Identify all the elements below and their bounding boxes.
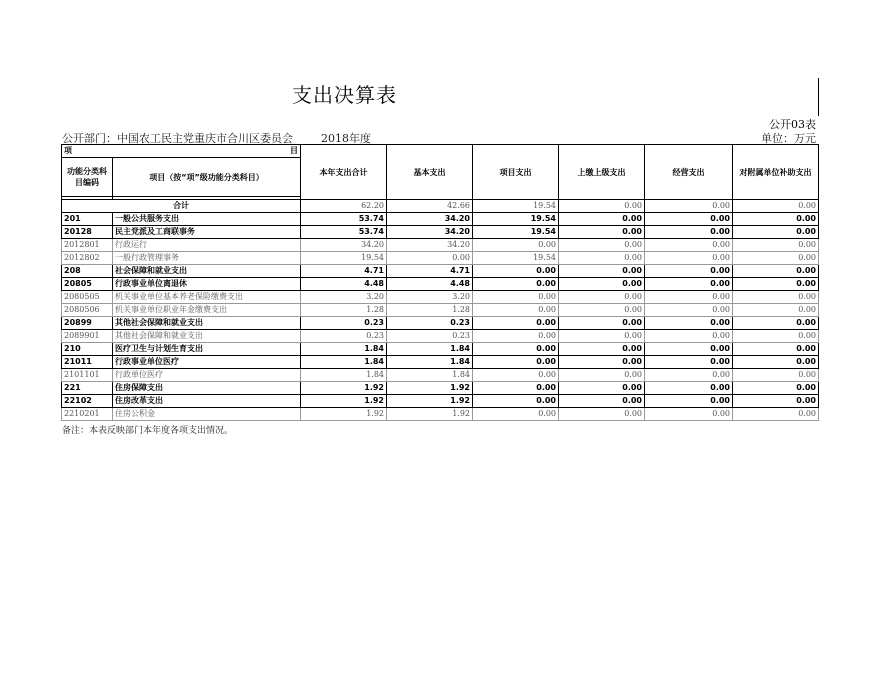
table-row <box>62 291 819 304</box>
row-value: 0.00 <box>645 226 733 239</box>
table-row <box>62 252 819 265</box>
header-col-basic: 基本支出 <box>387 145 473 200</box>
table-row <box>62 369 819 382</box>
row-name: 行政运行 <box>113 239 301 252</box>
table-row <box>62 213 819 226</box>
row-value: 0.00 <box>733 252 819 265</box>
row-value: 1.92 <box>301 382 387 395</box>
table-row <box>62 343 819 356</box>
header-col-total: 本年支出合计 <box>301 145 387 200</box>
row-name: 行政事业单位医疗 <box>113 356 301 369</box>
row-value: 4.71 <box>387 265 473 278</box>
row-value: 1.92 <box>301 395 387 408</box>
row-name: 一般公共服务支出 <box>113 213 301 226</box>
row-value: 0.00 <box>473 408 559 421</box>
row-value: 0.00 <box>473 356 559 369</box>
row-name: 一般行政管理事务 <box>113 252 301 265</box>
header-col-subsidy: 对附属单位补助支出 <box>733 145 819 200</box>
row-value: 34.20 <box>387 213 473 226</box>
table-row <box>62 330 819 343</box>
expenditure-table <box>61 144 819 421</box>
row-value: 0.00 <box>733 265 819 278</box>
table-row <box>62 317 819 330</box>
row-value: 0.00 <box>645 239 733 252</box>
row-value: 0.00 <box>733 382 819 395</box>
row-value: 0.23 <box>387 330 473 343</box>
row-value: 1.84 <box>301 356 387 369</box>
row-name: 机关事业单位基本养老保险缴费支出 <box>113 291 301 304</box>
page-edge-line <box>818 78 819 116</box>
report-info-line <box>62 130 818 144</box>
row-value: 0.00 <box>733 356 819 369</box>
row-value: 0.00 <box>559 239 645 252</box>
row-value: 0.00 <box>473 278 559 291</box>
row-code: 2080505 <box>62 291 113 304</box>
row-name: 其他社会保障和就业支出 <box>113 330 301 343</box>
row-value: 0.00 <box>645 369 733 382</box>
row-code: 20805 <box>62 278 113 291</box>
row-value: 0.00 <box>473 239 559 252</box>
row-code: 21011 <box>62 356 113 369</box>
row-value: 0.00 <box>559 369 645 382</box>
row-value: 19.54 <box>473 226 559 239</box>
row-code: 2012801 <box>62 239 113 252</box>
row-value: 4.71 <box>301 265 387 278</box>
header-col-operating: 经营支出 <box>645 145 733 200</box>
row-value: 0.00 <box>473 265 559 278</box>
row-value: 3.20 <box>387 291 473 304</box>
page-title: 支出决算表 <box>292 83 397 107</box>
row-value: 0.00 <box>733 343 819 356</box>
row-value: 0.00 <box>645 395 733 408</box>
row-name: 民主党派及工商联事务 <box>113 226 301 239</box>
form-number: 公开03表 <box>769 118 816 131</box>
total-cell: 0.00 <box>559 200 645 213</box>
row-value: 0.00 <box>473 304 559 317</box>
row-value: 0.00 <box>733 395 819 408</box>
row-value: 0.00 <box>559 408 645 421</box>
row-code: 2089901 <box>62 330 113 343</box>
row-value: 0.00 <box>645 291 733 304</box>
row-value: 0.23 <box>387 317 473 330</box>
row-value: 0.00 <box>733 330 819 343</box>
row-code: 2080506 <box>62 304 113 317</box>
row-code: 2210201 <box>62 408 113 421</box>
table-row <box>62 239 819 252</box>
row-value: 0.00 <box>733 278 819 291</box>
row-value: 0.00 <box>473 382 559 395</box>
row-value: 0.00 <box>645 343 733 356</box>
row-value: 0.00 <box>645 213 733 226</box>
header-row-item <box>62 145 819 158</box>
total-cell: 62.20 <box>301 200 387 213</box>
row-name: 住房公积金 <box>113 408 301 421</box>
row-value: 0.00 <box>559 252 645 265</box>
row-value: 0.00 <box>473 343 559 356</box>
header-item-cell <box>62 145 301 158</box>
row-value: 0.00 <box>473 291 559 304</box>
row-value: 1.92 <box>301 408 387 421</box>
table-row <box>62 382 819 395</box>
row-name: 住房保障支出 <box>113 382 301 395</box>
row-value: 0.00 <box>473 330 559 343</box>
table-row <box>62 226 819 239</box>
row-value: 1.84 <box>301 369 387 382</box>
total-cell: 19.54 <box>473 200 559 213</box>
row-value: 0.00 <box>559 226 645 239</box>
table-row <box>62 395 819 408</box>
row-value: 0.00 <box>733 291 819 304</box>
total-cell: 0.00 <box>645 200 733 213</box>
row-value: 0.00 <box>645 252 733 265</box>
row-name: 机关事业单位职业年金缴费支出 <box>113 304 301 317</box>
row-value: 1.84 <box>387 343 473 356</box>
row-value: 0.00 <box>645 356 733 369</box>
row-value: 53.74 <box>301 226 387 239</box>
table-row <box>62 265 819 278</box>
row-value: 0.00 <box>645 265 733 278</box>
row-code: 210 <box>62 343 113 356</box>
row-value: 0.00 <box>473 317 559 330</box>
row-code: 20128 <box>62 226 113 239</box>
row-value: 0.00 <box>559 330 645 343</box>
row-name: 住房改革支出 <box>113 395 301 408</box>
row-value: 0.00 <box>733 213 819 226</box>
row-value: 0.00 <box>645 317 733 330</box>
header-item-right: 目 <box>290 146 298 155</box>
row-code: 22102 <box>62 395 113 408</box>
row-code: 201 <box>62 213 113 226</box>
row-value: 0.00 <box>645 382 733 395</box>
row-value: 0.00 <box>473 395 559 408</box>
total-cell: 42.66 <box>387 200 473 213</box>
unit-label: 单位：万元 <box>761 132 816 145</box>
table-row <box>62 408 819 421</box>
row-value: 19.54 <box>473 213 559 226</box>
row-code: 208 <box>62 265 113 278</box>
row-value: 0.00 <box>559 304 645 317</box>
row-value: 1.92 <box>387 395 473 408</box>
footnote: 备注：本表反映部门本年度各项支出情况。 <box>62 426 234 436</box>
row-value: 1.28 <box>301 304 387 317</box>
row-value: 34.20 <box>387 239 473 252</box>
row-code: 2101101 <box>62 369 113 382</box>
row-code: 221 <box>62 382 113 395</box>
row-value: 0.00 <box>733 408 819 421</box>
row-value: 1.92 <box>387 382 473 395</box>
row-name: 行政事业单位离退休 <box>113 278 301 291</box>
row-value: 0.23 <box>301 317 387 330</box>
row-value: 1.92 <box>387 408 473 421</box>
row-value: 34.20 <box>387 226 473 239</box>
row-value: 0.00 <box>559 265 645 278</box>
row-value: 0.00 <box>473 369 559 382</box>
year-label: 2018年度 <box>321 132 371 145</box>
total-label: 合计 <box>62 200 301 213</box>
row-name: 行政单位医疗 <box>113 369 301 382</box>
row-value: 4.48 <box>387 278 473 291</box>
row-code: 2012802 <box>62 252 113 265</box>
row-name: 社会保障和就业支出 <box>113 265 301 278</box>
table-row <box>62 304 819 317</box>
table-row <box>62 356 819 369</box>
row-value: 0.00 <box>733 369 819 382</box>
row-value: 53.74 <box>301 213 387 226</box>
row-value: 0.00 <box>733 226 819 239</box>
row-value: 34.20 <box>301 239 387 252</box>
header-col-remit: 上缴上级支出 <box>559 145 645 200</box>
row-value: 0.00 <box>559 343 645 356</box>
row-value: 1.28 <box>387 304 473 317</box>
row-value: 0.00 <box>645 304 733 317</box>
row-value: 0.00 <box>559 395 645 408</box>
total-row <box>62 200 819 213</box>
row-value: 19.54 <box>473 252 559 265</box>
row-value: 0.00 <box>559 356 645 369</box>
row-value: 0.00 <box>559 382 645 395</box>
row-value: 0.00 <box>387 252 473 265</box>
row-code: 20899 <box>62 317 113 330</box>
table-row <box>62 278 819 291</box>
row-value: 0.00 <box>559 291 645 304</box>
row-value: 1.84 <box>387 369 473 382</box>
row-value: 0.00 <box>645 330 733 343</box>
row-value: 0.00 <box>645 278 733 291</box>
header-col-project: 项目支出 <box>473 145 559 200</box>
row-value: 0.00 <box>733 304 819 317</box>
row-name: 其他社会保障和就业支出 <box>113 317 301 330</box>
row-value: 0.00 <box>733 317 819 330</box>
row-name: 医疗卫生与计划生育支出 <box>113 343 301 356</box>
row-value: 0.00 <box>559 317 645 330</box>
row-value: 1.84 <box>301 343 387 356</box>
row-value: 19.54 <box>301 252 387 265</box>
header-item-left: 项 <box>64 146 72 155</box>
row-value: 0.00 <box>645 408 733 421</box>
row-value: 0.23 <box>301 330 387 343</box>
header-name: 项目（按“项”级功能分类科目） <box>113 158 301 197</box>
row-value: 3.20 <box>301 291 387 304</box>
total-cell: 0.00 <box>733 200 819 213</box>
row-value: 1.84 <box>387 356 473 369</box>
department-label: 公开部门：中国农工民主党重庆市合川区委员会 <box>62 132 293 145</box>
row-value: 4.48 <box>301 278 387 291</box>
row-value: 0.00 <box>733 239 819 252</box>
row-value: 0.00 <box>559 213 645 226</box>
header-code: 功能分类科目编码 <box>62 158 113 197</box>
row-value: 0.00 <box>559 278 645 291</box>
